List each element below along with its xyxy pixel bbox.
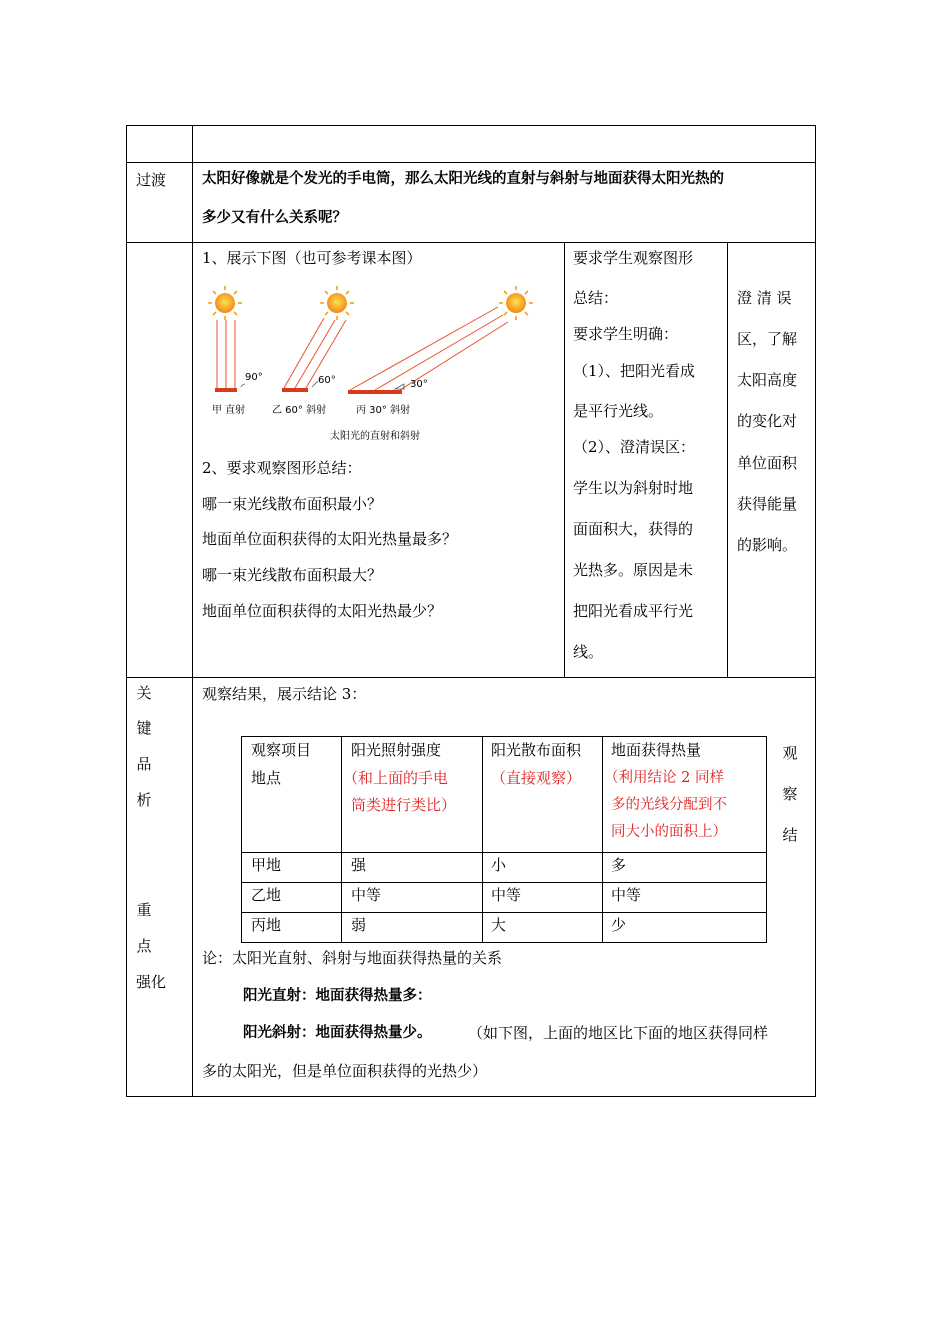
table-header-col2-note: （和上面的手电 xyxy=(343,769,449,787)
student-line: 面面积大，获得的 xyxy=(573,520,694,538)
sun-rays-figure xyxy=(200,280,550,445)
label-char: 关 xyxy=(136,684,152,702)
table-cell: 强 xyxy=(351,856,367,874)
student-line: 是平行光线。 xyxy=(573,402,664,420)
label-char: 析 xyxy=(136,791,152,809)
angle-label-a: 90° xyxy=(245,372,263,383)
table-cell: 大 xyxy=(491,916,507,934)
purpose-line: 的变化对 xyxy=(737,412,798,430)
direct-sunlight-text: 阳光直射：地面获得热量多： xyxy=(243,988,432,1004)
transition-text-line2: 多少又有什么关系呢？ xyxy=(202,210,347,226)
side-char: 察 xyxy=(782,785,798,803)
label-char: 品 xyxy=(136,755,152,773)
purpose-line: 单位面积 xyxy=(737,454,798,472)
question-4: 地面单位面积获得的太阳光热最少？ xyxy=(202,602,443,620)
table-header-col1-line2: 地点 xyxy=(251,769,282,787)
table-cell: 弱 xyxy=(351,916,367,934)
table-cell: 中等 xyxy=(611,886,642,904)
purpose-line: 获得能量 xyxy=(737,495,798,513)
label-char: 重 xyxy=(136,901,152,919)
oblique-note-line2: 多的太阳光，但是单位面积获得的光热少） xyxy=(202,1062,488,1080)
question-3: 哪一束光线散布面积最大？ xyxy=(202,566,383,584)
side-char: 观 xyxy=(782,744,798,762)
purpose-line: 澄 清 误 xyxy=(737,289,792,307)
table-cell: 甲地 xyxy=(251,856,282,874)
student-line: 光热多。原因是未 xyxy=(573,561,694,579)
table-header-col4-note: 同大小的面积上） xyxy=(611,824,727,840)
table-cell: 少 xyxy=(611,916,627,934)
table-header-col3-note: （直接观察） xyxy=(491,769,582,787)
table-cell: 乙地 xyxy=(251,886,282,904)
key-intro: 观察结果，展示结论 3： xyxy=(202,685,367,703)
label-char: 键 xyxy=(136,719,152,737)
student-line: 要求学生明确： xyxy=(573,325,679,343)
step1-text: 1、展示下图（也可参考课本图） xyxy=(202,249,422,267)
label-char: 点 xyxy=(136,937,152,955)
table-header-col2: 阳光照射强度 xyxy=(351,741,442,759)
table-cell: 中等 xyxy=(491,886,522,904)
question-2: 地面单位面积获得的太阳光热量最多？ xyxy=(202,530,458,548)
table-cell: 丙地 xyxy=(251,916,282,934)
student-line: （1）、把阳光看成 xyxy=(573,362,696,380)
label-char: 强化 xyxy=(136,973,167,991)
figure-caption: 太阳光的直射和斜射 xyxy=(330,431,420,442)
purpose-line: 区，了解 xyxy=(737,330,798,348)
conclusion-text: 论：太阳光直射、斜射与地面获得热量的关系 xyxy=(202,949,503,967)
sun-icon-c xyxy=(499,286,533,320)
label-b: 乙 60° 斜射 xyxy=(272,405,327,416)
table-header-col4-note: （利用结论 2 同样 xyxy=(604,770,724,786)
student-line: 把阳光看成平行光 xyxy=(573,602,694,620)
transition-text-line1: 太阳好像就是个发光的手电筒，那么太阳光线的直射与斜射与地面获得太阳光热的 xyxy=(202,171,724,187)
table-header-col1-line1: 观察项目 xyxy=(251,741,312,759)
row-label-transition: 过渡 xyxy=(136,171,167,189)
oblique-note: （如下图，上面的地区比下面的地区获得同样 xyxy=(468,1024,769,1042)
student-line: 总结： xyxy=(573,289,619,307)
sun-icon-a xyxy=(208,286,242,320)
student-line: 学生以为斜射时地 xyxy=(573,479,694,497)
side-char: 结 xyxy=(782,826,798,844)
table-cell: 小 xyxy=(491,856,507,874)
student-line: 要求学生观察图形 xyxy=(573,249,694,267)
label-a: 甲 直射 xyxy=(212,405,246,416)
oblique-sunlight-text: 阳光斜射：地面获得热量少。 xyxy=(243,1025,432,1041)
student-line: （2）、澄清误区： xyxy=(573,438,696,456)
label-c: 丙 30° 斜射 xyxy=(356,405,411,416)
student-line: 线。 xyxy=(573,643,604,661)
table-header-col4-note: 多的光线分配到不 xyxy=(611,797,727,813)
sun-icon-b xyxy=(320,286,354,320)
question-1: 哪一束光线散布面积最小？ xyxy=(202,495,383,513)
angle-label-c: 30° xyxy=(410,379,428,390)
purpose-line: 太阳高度 xyxy=(737,371,798,389)
table-cell: 中等 xyxy=(351,886,382,904)
angle-label-b: 60° xyxy=(318,375,336,386)
table-header-col2-note: 筒类进行类比） xyxy=(351,796,457,814)
table-cell: 多 xyxy=(611,856,627,874)
table-header-col4: 地面获得热量 xyxy=(611,741,702,759)
table-header-col3: 阳光散布面积 xyxy=(491,741,582,759)
step2-text: 2、要求观察图形总结： xyxy=(202,459,362,477)
purpose-line: 的影响。 xyxy=(737,536,798,554)
